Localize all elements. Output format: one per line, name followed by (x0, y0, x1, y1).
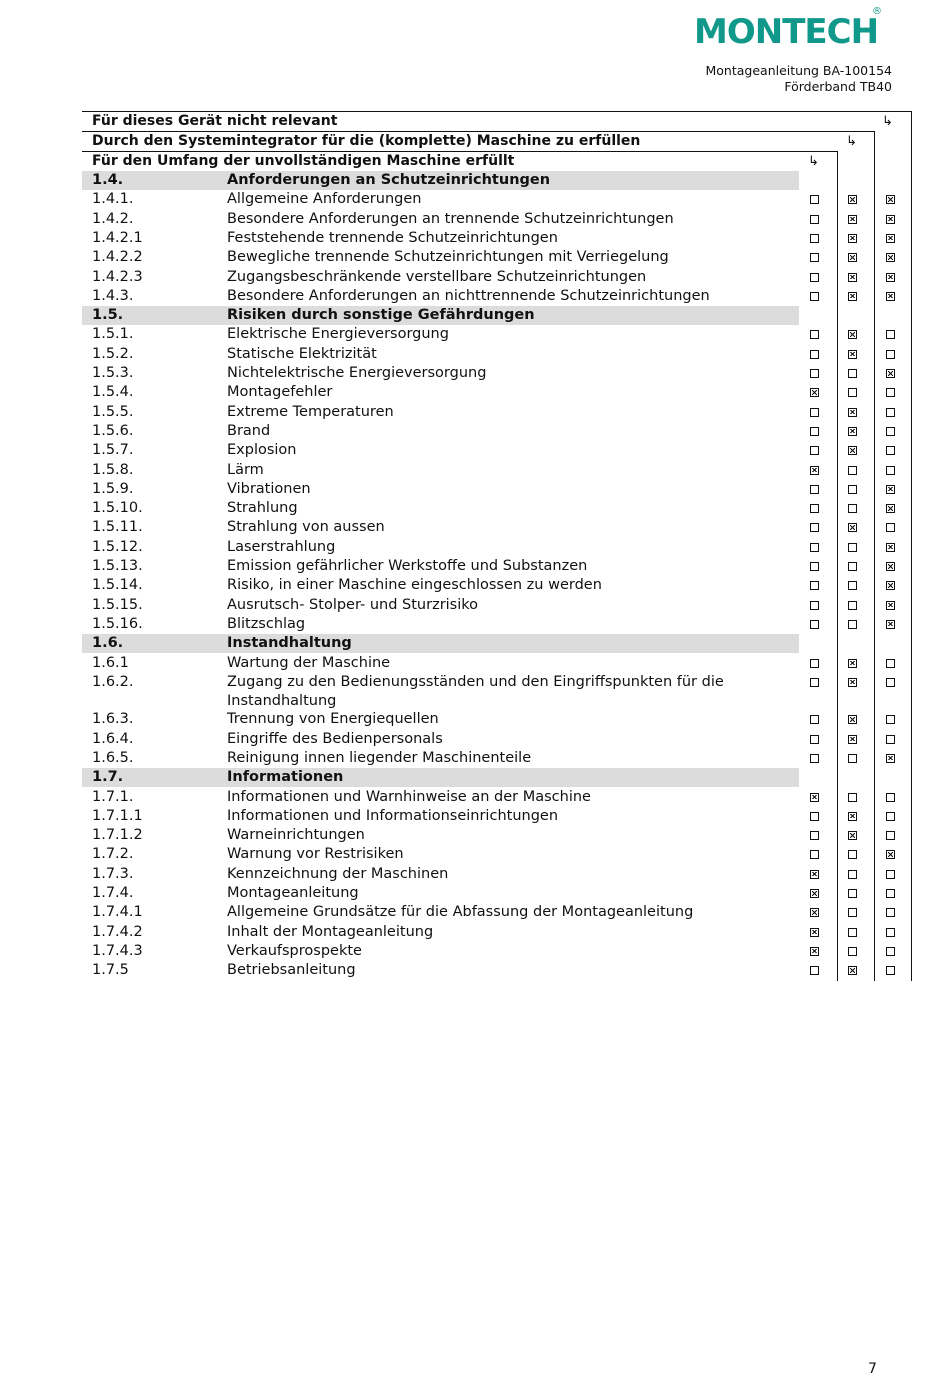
requirement-title: Allgemeine Anforderungen (227, 191, 422, 208)
requirement-title: Blitzschlag (227, 615, 306, 632)
checkbox-2 (848, 889, 857, 898)
table-row (82, 383, 914, 402)
checkbox-1 (810, 408, 819, 417)
requirement-number: 1.5.10. (92, 500, 143, 517)
checkbox-2 (848, 928, 857, 937)
checkbox-3 (886, 831, 895, 840)
checkbox-1 (810, 620, 819, 629)
requirement-number: 1.5.11. (92, 519, 143, 536)
table-row (82, 865, 914, 884)
table-row (82, 557, 914, 576)
table-row (82, 538, 914, 557)
page-number: 7 (868, 1361, 877, 1377)
checkbox-3 (886, 659, 895, 668)
requirement-title: Montageanleitung (227, 885, 359, 901)
checkbox-3 (886, 870, 895, 879)
checked-checkbox-2 (848, 966, 857, 975)
requirement-number: 1.5.9. (92, 480, 134, 497)
requirement-number: 1.4.2.2 (92, 249, 143, 266)
requirement-title: Explosion (227, 442, 297, 459)
requirement-number: 1.6.1 (92, 654, 129, 671)
checked-checkbox-2 (848, 446, 857, 455)
requirement-number: 1.5.7. (92, 442, 134, 459)
checkbox-1 (810, 543, 819, 552)
checkbox-2 (848, 793, 857, 802)
checked-checkbox-2 (848, 735, 857, 744)
checked-checkbox-2 (848, 659, 857, 668)
checked-checkbox-3 (886, 620, 895, 629)
checkbox-3 (886, 388, 895, 397)
checked-checkbox-3 (886, 234, 895, 243)
requirement-number: 1.4.1. (92, 191, 134, 208)
table-row (82, 364, 914, 383)
checkbox-1 (810, 562, 819, 571)
checkbox-1 (810, 659, 819, 668)
requirement-number: 1.4.2.1 (92, 229, 143, 246)
document-subtitle: Förderband TB40 (784, 79, 892, 94)
table-row (82, 884, 914, 903)
checked-checkbox-3 (886, 562, 895, 571)
table-row (82, 229, 914, 248)
requirement-title: Bewegliche trennende Schutzeinrichtungen mit Verriegelung (227, 249, 669, 266)
checkbox-2 (848, 850, 857, 859)
requirement-title: Informationen (227, 769, 344, 786)
checkbox-2 (848, 620, 857, 629)
table-row (82, 499, 914, 518)
checkbox-3 (886, 735, 895, 744)
checkbox-1 (810, 523, 819, 532)
checked-checkbox-2 (848, 215, 857, 224)
table-row (82, 673, 914, 711)
table-row (82, 903, 914, 922)
checkbox-2 (848, 543, 857, 552)
table-row (82, 654, 914, 673)
requirement-title: Strahlung von aussen (227, 519, 385, 536)
requirement-title: Ausrutsch- Stolper- und Sturzrisiko (227, 596, 479, 613)
heading-not-relevant-label: Für dieses Gerät nicht relevant (92, 113, 338, 129)
heading-system-integrator (82, 131, 874, 150)
requirement-number: 1.5.15. (92, 596, 143, 613)
checkbox-1 (810, 292, 819, 301)
checkbox-1 (810, 485, 819, 494)
heading-system-integrator-label: Durch den Systemintegrator für die (komplette) Maschine zu erfüllen (92, 133, 641, 149)
checkbox-1 (810, 850, 819, 859)
table-row (82, 422, 914, 441)
checkbox-3 (886, 928, 895, 937)
checked-checkbox-1 (810, 466, 819, 475)
requirement-title: Zugangsbeschränkende verstellbare Schutzeinrichtungen (227, 268, 647, 285)
requirement-number: 1.6.2. (92, 673, 134, 690)
requirement-number: 1.6.4. (92, 730, 134, 747)
requirement-title: Instandhaltung (227, 635, 352, 652)
checkbox-2 (848, 466, 857, 475)
checked-checkbox-3 (886, 850, 895, 859)
requirement-number: 1.4. (92, 172, 124, 188)
checkbox-1 (810, 735, 819, 744)
checked-checkbox-1 (810, 388, 819, 397)
checkbox-3 (886, 523, 895, 532)
checked-checkbox-2 (848, 715, 857, 724)
checkbox-3 (886, 715, 895, 724)
requirement-number: 1.5.3. (92, 365, 134, 381)
arrow-icon: ↳ (808, 154, 819, 169)
table-row (82, 615, 914, 634)
requirement-number: 1.7.1.2 (92, 827, 143, 844)
checkbox-1 (810, 330, 819, 339)
requirement-title: Risiko, in einer Maschine eingeschlossen zu werden (227, 577, 602, 594)
checked-checkbox-3 (886, 292, 895, 301)
requirement-number: 1.7.5 (92, 962, 129, 979)
requirement-number: 1.5.12. (92, 538, 143, 555)
requirement-title: Wartung der Maschine (227, 654, 391, 671)
requirement-title: Inhalt der Montageanleitung (227, 923, 434, 940)
checkbox-3 (886, 889, 895, 898)
checked-checkbox-3 (886, 601, 895, 610)
requirement-title: Warnung vor Restrisiken (227, 846, 404, 863)
requirement-title: Lärm (227, 461, 264, 478)
checked-checkbox-3 (886, 485, 895, 494)
logo-wordmark: MONTECH (694, 12, 879, 52)
requirement-title: Kennzeichnung der Maschinen (227, 865, 449, 882)
checked-checkbox-2 (848, 330, 857, 339)
requirement-number: 1.7.4.1 (92, 904, 143, 921)
checkbox-1 (810, 754, 819, 763)
checked-checkbox-2 (848, 812, 857, 821)
requirement-number: 1.5.6. (92, 422, 134, 439)
checked-checkbox-3 (886, 543, 895, 552)
table-row (82, 942, 914, 961)
section-row (82, 634, 914, 653)
checkbox-1 (810, 504, 819, 513)
checkbox-3 (886, 678, 895, 687)
requirement-number: 1.4.3. (92, 287, 134, 304)
checkbox-2 (848, 485, 857, 494)
checkbox-1 (810, 715, 819, 724)
requirement-title: Informationen und Informationseinrichtungen (227, 807, 559, 824)
checkbox-1 (810, 966, 819, 975)
checked-checkbox-1 (810, 793, 819, 802)
checked-checkbox-1 (810, 928, 819, 937)
checkbox-2 (848, 388, 857, 397)
requirement-title: Statische Elektrizität (227, 345, 377, 362)
checkbox-2 (848, 581, 857, 590)
table-row (82, 461, 914, 480)
requirement-title: Anforderungen an Schutzeinrichtungen (227, 172, 551, 188)
requirement-number: 1.7. (92, 769, 124, 786)
checkbox-3 (886, 966, 895, 975)
checkbox-2 (848, 754, 857, 763)
requirement-number: 1.5.5. (92, 403, 134, 420)
requirement-title: Trennung von Energiequellen (227, 711, 439, 728)
checkbox-1 (810, 273, 819, 282)
requirement-title: Besondere Anforderungen an nichttrennende Schutzeinrichtungen (227, 287, 710, 304)
checked-checkbox-3 (886, 195, 895, 204)
checked-checkbox-2 (848, 292, 857, 301)
checked-checkbox-1 (810, 889, 819, 898)
checkbox-1 (810, 831, 819, 840)
arrow-icon: ↳ (882, 114, 893, 129)
checked-checkbox-1 (810, 908, 819, 917)
checked-checkbox-1 (810, 947, 819, 956)
checkbox-3 (886, 908, 895, 917)
heading-fulfilled-label: Für den Umfang der unvollständigen Maschine erfüllt (92, 153, 515, 169)
table-row (82, 749, 914, 768)
checked-checkbox-3 (886, 253, 895, 262)
section-row (82, 768, 914, 787)
requirement-title: Nichtelektrische Energieversorgung (227, 365, 487, 381)
requirement-title: Reinigung innen liegender Maschinenteile (227, 749, 532, 766)
montech-logo (694, 8, 884, 56)
requirement-number: 1.5.2. (92, 345, 134, 362)
checkbox-3 (886, 446, 895, 455)
checkbox-3 (886, 947, 895, 956)
section-row (82, 306, 914, 325)
checkbox-2 (848, 504, 857, 513)
checkbox-3 (886, 427, 895, 436)
checkbox-1 (810, 678, 819, 687)
requirement-title: Emission gefährlicher Werkstoffe und Substanzen (227, 558, 588, 574)
checked-checkbox-2 (848, 678, 857, 687)
requirement-number: 1.7.4. (92, 885, 134, 901)
requirement-title: Strahlung (227, 500, 298, 517)
requirement-number: 1.4.2. (92, 210, 134, 227)
checked-checkbox-2 (848, 831, 857, 840)
requirement-title: Elektrische Energieversorgung (227, 326, 449, 343)
checked-checkbox-3 (886, 581, 895, 590)
checkbox-1 (810, 812, 819, 821)
checked-checkbox-2 (848, 408, 857, 417)
requirement-title: Eingriffe des Bedienpersonals (227, 730, 443, 747)
checked-checkbox-2 (848, 523, 857, 532)
requirement-number: 1.5.16. (92, 615, 143, 632)
requirement-title: Risiken durch sonstige Gefährdungen (227, 307, 535, 324)
table-row (82, 788, 914, 807)
table-row (82, 961, 914, 980)
requirement-number: 1.5.1. (92, 326, 134, 343)
checkbox-1 (810, 215, 819, 224)
checkbox-3 (886, 466, 895, 475)
checked-checkbox-3 (886, 273, 895, 282)
requirement-number: 1.5. (92, 307, 124, 324)
table-row (82, 403, 914, 422)
table-row (82, 287, 914, 306)
table-row (82, 923, 914, 942)
table-row (82, 190, 914, 209)
table-row (82, 248, 914, 267)
table-row (82, 576, 914, 595)
table-row (82, 826, 914, 845)
requirement-title: Brand (227, 422, 271, 439)
requirement-number: 1.7.4.3 (92, 942, 143, 959)
checkbox-3 (886, 793, 895, 802)
requirement-title: Informationen und Warnhinweise an der Maschine (227, 788, 591, 805)
requirement-number: 1.6.5. (92, 749, 134, 766)
requirement-number: 1.7.1.1 (92, 807, 143, 824)
table-row (82, 210, 914, 229)
checkbox-1 (810, 446, 819, 455)
requirement-number: 1.7.2. (92, 846, 134, 863)
requirement-number: 1.4.2.3 (92, 268, 143, 285)
checkbox-1 (810, 253, 819, 262)
requirement-title: Allgemeine Grundsätze für die Abfassung der Montageanleitung (227, 904, 694, 921)
checkbox-1 (810, 350, 819, 359)
checked-checkbox-2 (848, 350, 857, 359)
checked-checkbox-2 (848, 234, 857, 243)
table-row (82, 730, 914, 749)
checkbox-3 (886, 350, 895, 359)
checkbox-1 (810, 601, 819, 610)
checkbox-3 (886, 408, 895, 417)
table-row (82, 480, 914, 499)
requirement-title: Feststehende trennende Schutzeinrichtungen (227, 229, 558, 246)
requirement-number: 1.7.3. (92, 865, 134, 882)
table-row (82, 345, 914, 364)
requirement-number: 1.7.4.2 (92, 923, 143, 940)
requirement-number: 1.5.13. (92, 558, 143, 574)
checkbox-2 (848, 870, 857, 879)
table-row (82, 710, 914, 729)
checked-checkbox-2 (848, 427, 857, 436)
requirement-number: 1.5.14. (92, 577, 143, 594)
checkbox-1 (810, 581, 819, 590)
table-row (82, 518, 914, 537)
section-row (82, 171, 914, 190)
requirement-title: Verkaufsprospekte (227, 942, 362, 959)
checked-checkbox-3 (886, 504, 895, 513)
checked-checkbox-3 (886, 754, 895, 763)
table-row (82, 807, 914, 826)
requirement-number: 1.5.8. (92, 461, 134, 478)
checked-checkbox-1 (810, 870, 819, 879)
requirement-title: Montagefehler (227, 384, 333, 401)
checkbox-1 (810, 427, 819, 436)
arrow-icon: ↳ (846, 134, 857, 149)
checked-checkbox-3 (886, 215, 895, 224)
requirement-number: 1.5.4. (92, 384, 134, 401)
requirement-title: Extreme Temperaturen (227, 403, 394, 420)
requirement-number: 1.6. (92, 635, 124, 652)
table-row (82, 268, 914, 287)
requirement-number: 1.6.3. (92, 711, 134, 728)
table-row (82, 596, 914, 615)
heading-not-relevant (82, 111, 912, 130)
checked-checkbox-2 (848, 273, 857, 282)
checked-checkbox-3 (886, 369, 895, 378)
requirement-number: 1.7.1. (92, 788, 134, 805)
requirement-title: Zugang zu den Bedienungsständen und den Eingriffspunkten für die Instandhaltung (227, 673, 724, 709)
requirement-title: Vibrationen (227, 480, 311, 497)
checkbox-2 (848, 562, 857, 571)
checkbox-1 (810, 369, 819, 378)
registered-mark: ® (872, 6, 882, 17)
checkbox-3 (886, 330, 895, 339)
checkbox-1 (810, 195, 819, 204)
requirement-title: Besondere Anforderungen an trennende Schutzeinrichtungen (227, 210, 674, 227)
checked-checkbox-2 (848, 253, 857, 262)
checkbox-2 (848, 601, 857, 610)
document-header (706, 63, 893, 95)
checkbox-2 (848, 908, 857, 917)
checkbox-2 (848, 369, 857, 378)
requirement-title: Warneinrichtungen (227, 827, 365, 844)
checkbox-3 (886, 812, 895, 821)
requirement-title: Betriebsanleitung (227, 962, 356, 979)
heading-fulfilled (82, 151, 837, 170)
checked-checkbox-2 (848, 195, 857, 204)
requirement-title: Laserstrahlung (227, 538, 336, 555)
checkbox-1 (810, 234, 819, 243)
checkbox-2 (848, 947, 857, 956)
document-title: Montageanleitung BA-100154 (705, 63, 892, 78)
table-row (82, 325, 914, 344)
table-row (82, 441, 914, 460)
table-row (82, 845, 914, 864)
